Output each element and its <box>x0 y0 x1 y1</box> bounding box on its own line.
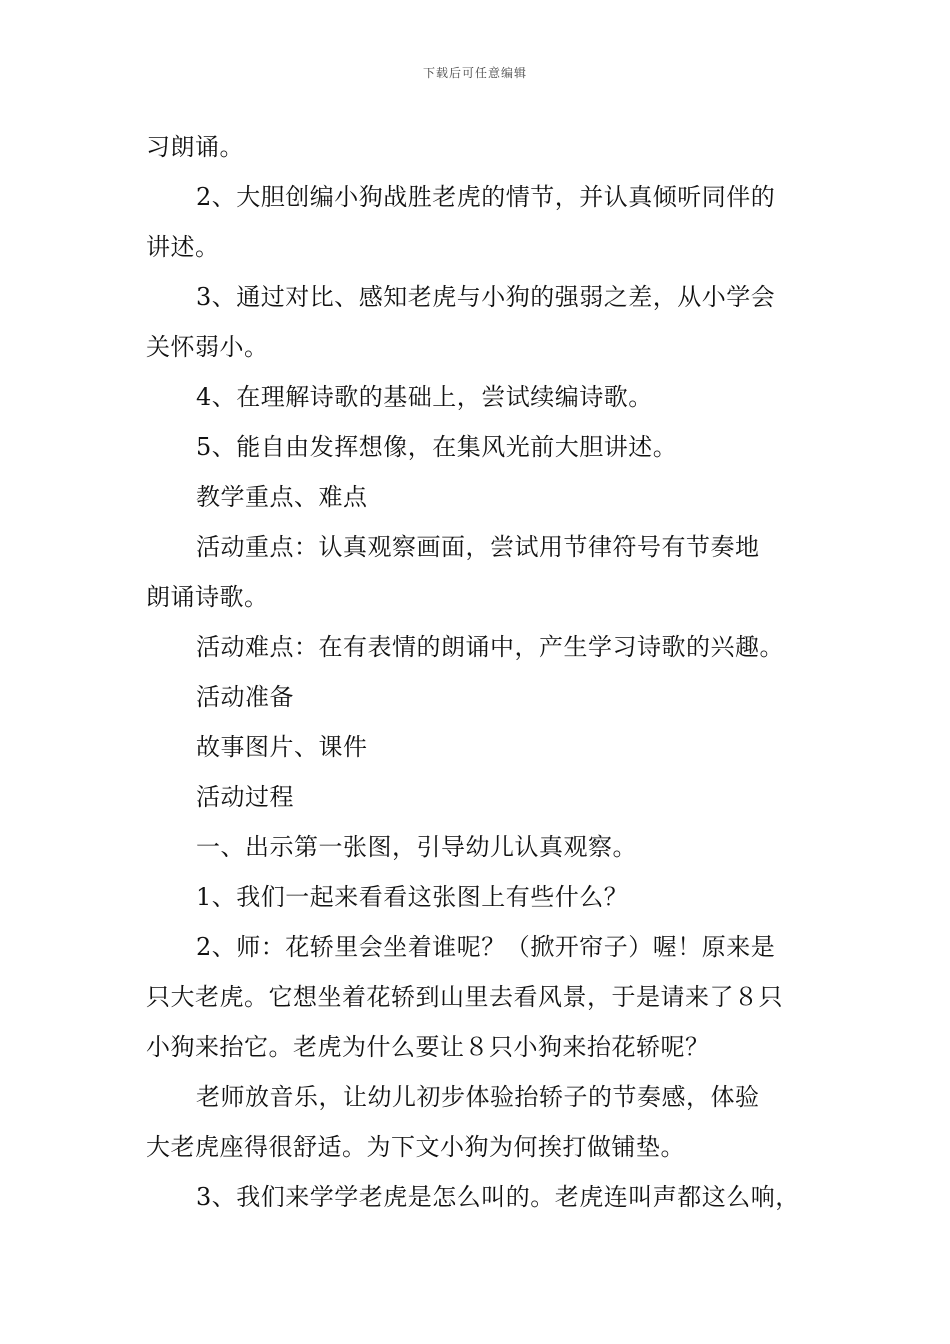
text-line: 故事图片、课件 <box>196 733 368 761</box>
text-line: 活动重点：认真观察画面，尝试用节律符号有节奏地 <box>196 533 760 561</box>
text-line: 2、师：花轿里会坐着谁呢？（掀开帘子）喔！原来是 <box>196 933 776 961</box>
text-line: 1、我们一起来看看这张图上有些什么？ <box>196 883 629 911</box>
page-header: 下载后可任意编辑 <box>422 66 527 80</box>
text-line: 朗诵诗歌。 <box>146 583 269 611</box>
text-line: 关怀弱小。 <box>146 333 269 361</box>
text-line: 小狗来抬它。老虎为什么要让８只小狗来抬花轿呢？ <box>146 1033 710 1061</box>
text-line: 习朗诵。 <box>146 133 244 161</box>
text-line: 老师放音乐，让幼儿初步体验抬轿子的节奏感，体验 <box>196 1083 760 1111</box>
text-line: 3、通过对比、感知老虎与小狗的强弱之差，从小学会 <box>196 283 776 311</box>
text-line: 活动难点：在有表情的朗诵中，产生学习诗歌的兴趣。 <box>196 633 784 661</box>
text-line: 4、在理解诗歌的基础上，尝试续编诗歌。 <box>196 383 653 411</box>
text-line: 大老虎座得很舒适。为下文小狗为何挨打做铺垫。 <box>146 1133 685 1161</box>
text-line: 讲述。 <box>146 233 220 261</box>
text-line: 3、我们来学学老虎是怎么叫的。老虎连叫声都这么响， <box>196 1183 800 1211</box>
document-body <box>146 122 814 1222</box>
section-heading: 活动过程 <box>196 783 294 811</box>
section-heading: 教学重点、难点 <box>196 483 368 511</box>
text-line: 只大老虎。它想坐着花轿到山里去看风景，于是请来了８只 <box>146 983 783 1011</box>
text-line: 一、出示第一张图，引导幼儿认真观察。 <box>196 833 637 861</box>
text-line: 5、能自由发挥想像，在集风光前大胆讲述。 <box>196 433 678 461</box>
text-line: 2、大胆创编小狗战胜老虎的情节，并认真倾听同伴的 <box>196 183 776 211</box>
section-heading: 活动准备 <box>196 683 294 711</box>
